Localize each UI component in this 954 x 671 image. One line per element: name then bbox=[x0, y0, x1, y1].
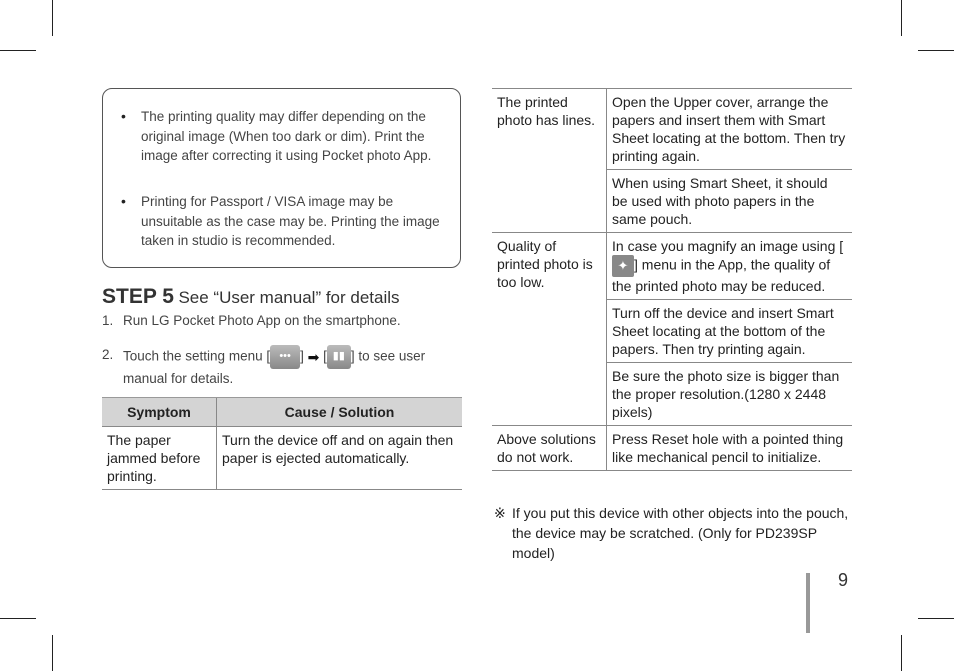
page-number: 9 bbox=[838, 570, 849, 590]
solution-cell: Open the Upper cover, arrange the papers and insert them with Smart Sheet locating at the bottom. Then try printing again. bbox=[607, 89, 853, 170]
settings-menu-icon: ••• bbox=[270, 345, 300, 369]
crop-mark bbox=[901, 635, 902, 671]
solution-cell: When using Smart Sheet, it should be used with photo papers in the same pouch. bbox=[607, 170, 853, 233]
manual-book-icon: ▮▮ bbox=[327, 345, 351, 369]
column-header-symptom: Symptom bbox=[102, 398, 217, 427]
bullet-dot-icon: • bbox=[121, 193, 126, 209]
step-heading bbox=[102, 285, 400, 309]
step-title: See “User manual” for details bbox=[178, 288, 400, 307]
solution-cell: Turn the device off and on again then paper is ejected automatically. bbox=[217, 427, 463, 490]
magic-wand-icon: ✦ bbox=[612, 255, 634, 277]
note-bullet: • The printing quality may differ depending on the original image (When too dark or dim). Print the image after correcting it using Pocket photo App. bbox=[121, 108, 432, 163]
table-row bbox=[492, 426, 852, 471]
crop-mark bbox=[52, 635, 53, 671]
column-header-solution: Cause / Solution bbox=[217, 398, 463, 427]
crop-mark bbox=[0, 50, 36, 51]
crop-mark bbox=[918, 50, 954, 51]
symptom-cell: The paper jammed before printing. bbox=[102, 427, 217, 490]
solution-cell: Press Reset hole with a pointed thing like mechanical pencil to initialize. bbox=[607, 426, 853, 471]
crop-mark bbox=[901, 0, 902, 36]
symptom-cell: Above solutions do not work. bbox=[492, 426, 607, 471]
note-box bbox=[102, 88, 461, 268]
step-label: STEP 5 bbox=[102, 285, 174, 308]
note-bullet: • Printing for Passport / VISA image may be unsuitable as the case may be. Printing the image taken in studio is recommended. bbox=[121, 193, 440, 248]
solution-cell: Turn off the device and insert Smart Sheet locating at the bottom of the papers. Then try printing again. bbox=[607, 300, 853, 363]
bullet-dot-icon: • bbox=[121, 108, 126, 124]
table-row bbox=[492, 89, 852, 170]
solution-cell: Be sure the photo size is bigger than the proper resolution.(1280 x 2448 pixels) bbox=[607, 363, 853, 426]
arrow-right-icon: ➡ bbox=[307, 349, 320, 365]
crop-mark bbox=[0, 618, 36, 619]
crop-mark bbox=[918, 618, 954, 619]
table-row bbox=[492, 233, 852, 300]
troubleshooting-table-left bbox=[102, 397, 462, 490]
crop-mark bbox=[52, 0, 53, 36]
troubleshooting-table-right bbox=[492, 88, 852, 471]
footnote-text: If you put this device with other objects into the pouch, the device may be scratched. (Only for PD239SP model) bbox=[512, 505, 849, 561]
reference-mark-icon: ※ bbox=[494, 505, 506, 521]
symptom-cell: The printed photo has lines. bbox=[492, 89, 607, 233]
table-row bbox=[102, 427, 462, 490]
solution-cell: In case you magnify an image using [✦ ] menu in the App, the quality of the printed photo may be reduced. bbox=[607, 233, 853, 300]
symptom-cell: Quality of printed photo is too low. bbox=[492, 233, 607, 426]
page-number-bar bbox=[806, 573, 810, 633]
